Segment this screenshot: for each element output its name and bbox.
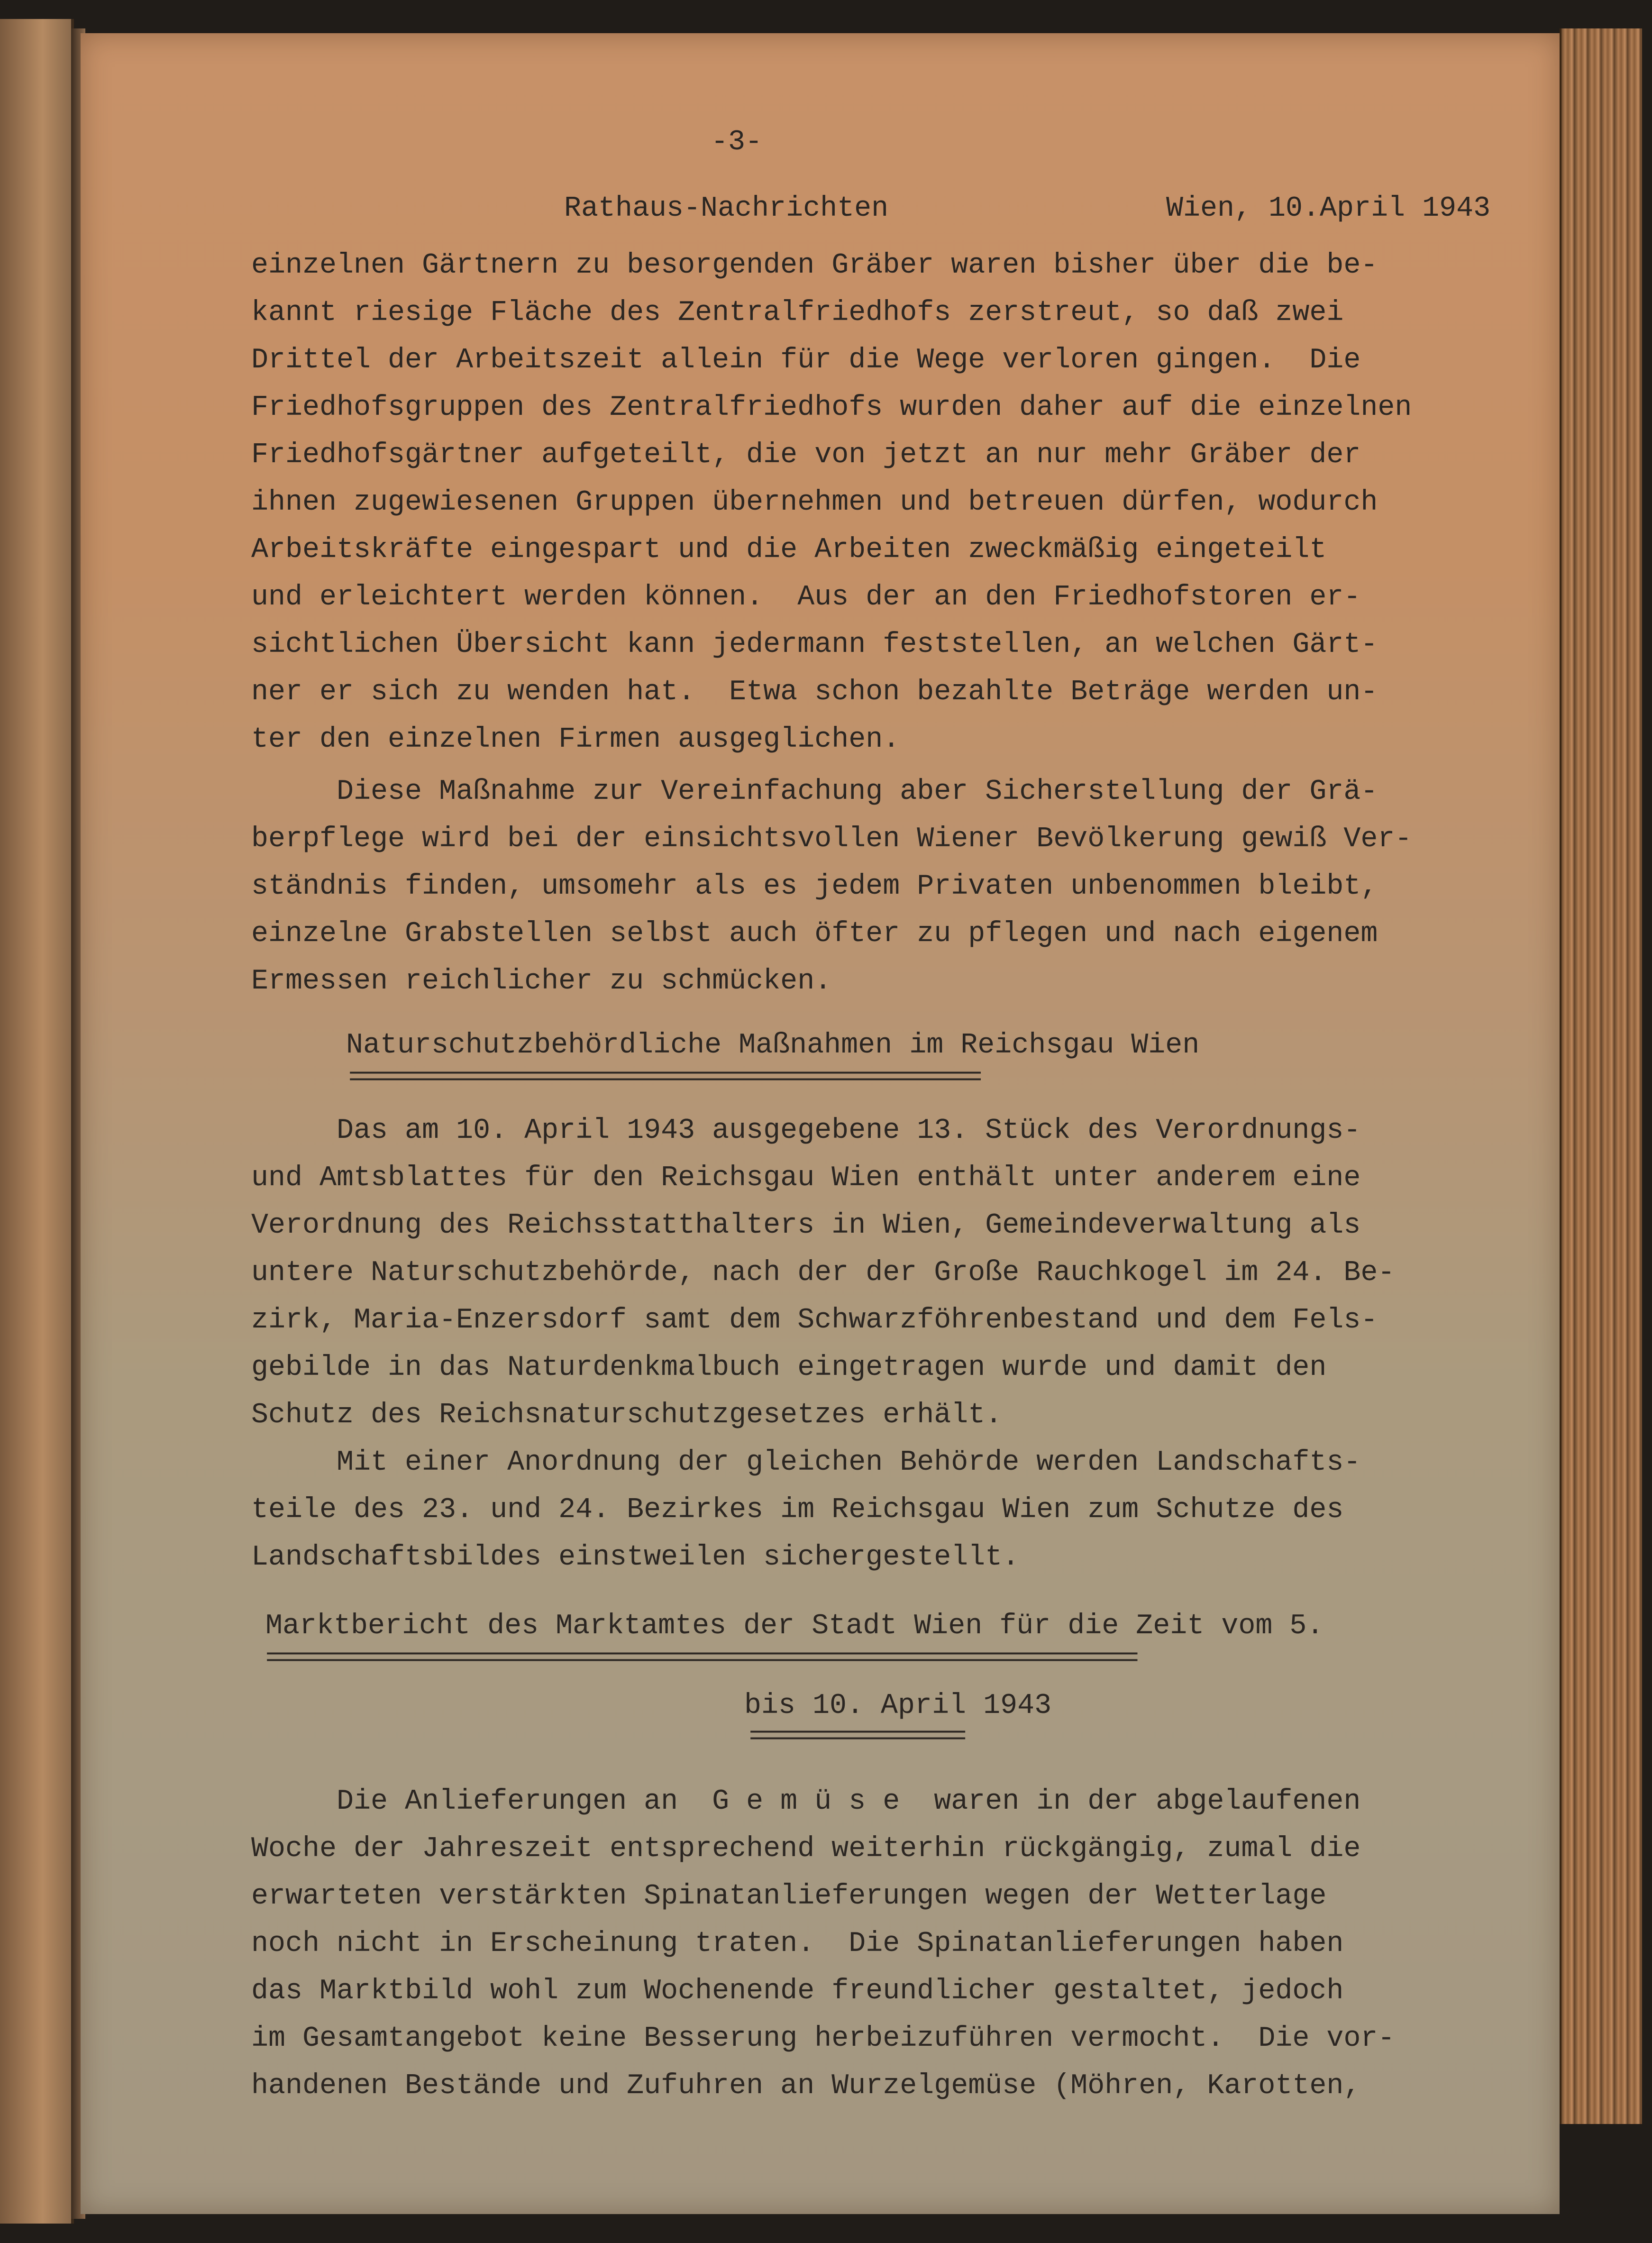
text-line: Friedhofsgruppen des Zentralfriedhofs wurden daher auf die einzelnen bbox=[251, 392, 1412, 424]
text-line: und erleichtert werden können. Aus der an den Friedhofstoren er- bbox=[251, 581, 1361, 613]
text-line: noch nicht in Erscheinung traten. Die Spinatanlieferungen haben bbox=[251, 1928, 1344, 1960]
text-line: handenen Bestände und Zufuhren an Wurzelgemüse (Möhren, Karotten, bbox=[251, 2070, 1361, 2102]
text-line: das Marktbild wohl zum Wochenende freundlicher gestaltet, jedoch bbox=[251, 1975, 1344, 2007]
text-line: einzelne Grabstellen selbst auch öfter zu pflegen und nach eigenem bbox=[251, 918, 1378, 950]
text-line: Arbeitskräfte eingespart und die Arbeiten zweckmäßig eingeteilt bbox=[251, 534, 1327, 566]
text-line: ihnen zugewiesenen Gruppen übernehmen und betreuen dürfen, wodurch bbox=[251, 486, 1378, 519]
heading-underline: ================================================== bbox=[348, 1062, 979, 1093]
text-line: berpflege wird bei der einsichtsvollen Wiener Bevölkerung gewiß Ver- bbox=[251, 823, 1412, 855]
section-heading: Marktbericht des Marktamtes der Stadt Wien für die Zeit vom 5. bbox=[265, 1610, 1324, 1642]
page-edge-stack bbox=[1560, 28, 1642, 2124]
header-publication: Rathaus-Nachrichten bbox=[564, 192, 889, 225]
text-line: teile des 23. und 24. Bezirkes im Reichsgau Wien zum Schutze des bbox=[251, 1494, 1344, 1526]
text-line: ter den einzelnen Firmen ausgeglichen. bbox=[251, 723, 900, 756]
text-line: im Gesamtangebot keine Besserung herbeizuführen vermocht. Die vor- bbox=[251, 2023, 1395, 2055]
text-line: Schutz des Reichsnaturschutzgesetzes erhält. bbox=[251, 1399, 1003, 1431]
heading-underline: ===================================================================== bbox=[265, 1643, 1136, 1674]
text-line: Woche der Jahreszeit entsprechend weiterhin rückgängig, zumal die bbox=[251, 1833, 1361, 1865]
text-line: Mit einer Anordnung der gleichen Behörde werden Landschafts- bbox=[251, 1447, 1361, 1479]
text-line: gebilde in das Naturdenkmalbuch eingetragen wurde und damit den bbox=[251, 1352, 1327, 1384]
text-line: Das am 10. April 1943 ausgegebene 13. Stück des Verordnungs- bbox=[251, 1115, 1361, 1147]
left-page-edge bbox=[0, 19, 74, 2224]
heading-underline: ================= bbox=[749, 1721, 964, 1752]
text-line: Verordnung des Reichsstatthalters in Wien, Gemeindeverwaltung als bbox=[251, 1209, 1361, 1242]
text-line: kannt riesige Fläche des Zentralfriedhofs zerstreut, so daß zwei bbox=[251, 297, 1344, 329]
text-line: Die Anlieferungen an G e m ü s e waren in der abgelaufenen bbox=[251, 1785, 1361, 1818]
text-line: untere Naturschutzbehörde, nach der der Große Rauchkogel im 24. Be- bbox=[251, 1257, 1395, 1289]
text-line: ständnis finden, umsomehr als es jedem Privaten unbenommen bleibt, bbox=[251, 870, 1378, 903]
text-line: ner er sich zu wenden hat. Etwa schon bezahlte Beträge werden un- bbox=[251, 676, 1378, 708]
text-line: einzelnen Gärtnern zu besorgenden Gräber waren bisher über die be- bbox=[251, 249, 1378, 282]
section-heading-date: bis 10. April 1943 bbox=[744, 1690, 1052, 1722]
header-date: Wien, 10.April 1943 bbox=[1166, 192, 1491, 225]
text-line: und Amtsblattes für den Reichsgau Wien enthält unter anderem eine bbox=[251, 1162, 1361, 1194]
text-line: sichtlichen Übersicht kann jedermann feststellen, an welchen Gärt- bbox=[251, 629, 1378, 661]
text-line: erwarteten verstärkten Spinatanlieferungen wegen der Wetterlage bbox=[251, 1880, 1327, 1913]
text-line: Ermessen reichlicher zu schmücken. bbox=[251, 965, 832, 998]
text-line: Diese Maßnahme zur Vereinfachung aber Sicherstellung der Grä- bbox=[251, 776, 1378, 808]
section-heading: Naturschutzbehördliche Maßnahmen im Reichsgau Wien bbox=[346, 1029, 1200, 1062]
page-number: -3- bbox=[711, 126, 763, 158]
text-line: zirk, Maria-Enzersdorf samt dem Schwarzföhrenbestand und dem Fels- bbox=[251, 1304, 1378, 1337]
text-line: Friedhofsgärtner aufgeteilt, die von jetzt an nur mehr Gräber der bbox=[251, 439, 1361, 471]
text-line: Landschaftsbildes einstweilen sichergestellt. bbox=[251, 1541, 1020, 1574]
text-line: Drittel der Arbeitszeit allein für die Wege verloren gingen. Die bbox=[251, 344, 1361, 376]
